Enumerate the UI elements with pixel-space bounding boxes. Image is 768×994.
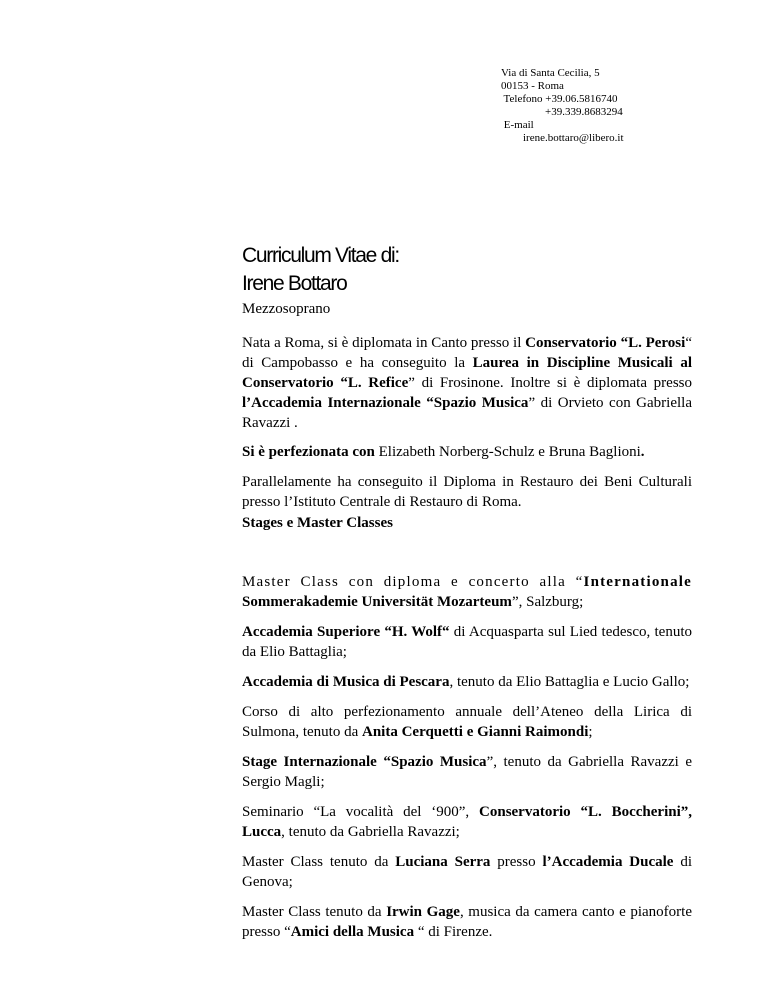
stage-item: [242, 902, 692, 942]
stage-item: [242, 852, 692, 892]
text-run: Nata a Roma, si è diplomata in Canto presso il: [242, 335, 526, 351]
text-run: di Acquasparta sul Lied tedesco, tenuto da Elio Battaglia;: [242, 624, 692, 660]
text-run: ” di Orvieto con Gabriella Ravazzi .: [242, 395, 692, 431]
text-run: Master Class con diploma e concerto alla “: [242, 574, 584, 590]
address-phone-2: +39.339.8683294: [501, 106, 623, 118]
bio-paragraph: [242, 442, 692, 462]
text-run: , musica da camera canto e pianoforte presso “: [242, 904, 692, 940]
text-run: ”, tenuto da Gabriella Ravazzi e Sergio Magli;: [242, 754, 692, 790]
bold-text-run: Sommerakademie Universität Mozarteum: [242, 594, 512, 610]
bold-text-run: Luciana Serra: [395, 854, 491, 870]
bio-section: [242, 333, 692, 522]
text-run: Elizabeth Norberg-Schulz e Bruna Baglioni: [374, 444, 641, 460]
section-heading: Stages e Master Classes: [242, 515, 393, 531]
bold-text-run: Accademia di Musica di Pescara: [242, 674, 450, 690]
text-run: ” di Frosinone. Inoltre si è diplomata presso: [408, 375, 692, 391]
address-city: 00153 - Roma: [501, 80, 564, 92]
title-line-1: Curriculum Vitae di:: [242, 244, 399, 267]
address-phone: Telefono +39.06.5816740: [501, 93, 618, 105]
text-run: Master Class tenuto da: [242, 854, 396, 870]
address-block: [501, 67, 624, 145]
stage-item: [242, 622, 692, 662]
stage-item: [242, 802, 692, 842]
bold-text-run: Laurea in Discipline Musicali al Conservatorio “L. Refice: [242, 355, 692, 391]
bold-text-run: Si è perfezionata con: [242, 444, 375, 460]
text-run: Corso di alto perfezionamento annuale dell’Ateneo della Lirica di Sulmona, tenuto da: [242, 704, 692, 740]
bold-text-run: Conservatorio “L. Boccherini”, Lucca: [242, 804, 692, 840]
bold-text-run: Irwin Gage: [386, 904, 460, 920]
bold-text-run: Accademia Superiore “H. Wolf“: [242, 624, 450, 640]
address-street: Via di Santa Cecilia, 5: [501, 67, 600, 79]
bold-text-run: Amici della Musica: [290, 924, 415, 940]
bold-text-run: .: [640, 444, 645, 460]
title-line-2: Irene Bottaro: [242, 272, 347, 295]
bold-text-run: l’Accademia Internazionale “Spazio Musica: [242, 395, 529, 411]
text-run: “ di Firenze.: [414, 924, 493, 940]
address-email: irene.bottaro@libero.it: [501, 132, 624, 144]
bio-paragraph: [242, 333, 692, 433]
stage-item: [242, 572, 692, 612]
text-run: Master Class tenuto da: [242, 904, 387, 920]
bio-paragraph: [242, 472, 692, 512]
stage-item: [242, 672, 692, 692]
page-subtitle: Mezzosoprano: [242, 301, 331, 317]
page-title: [242, 242, 399, 298]
text-run: di Genova;: [242, 854, 692, 890]
address-email-label: E-mail: [501, 119, 534, 131]
text-run: , tenuto da Gabriella Ravazzi;: [281, 824, 460, 840]
bold-text-run: Stage Internazionale “Spazio Musica: [242, 754, 487, 770]
text-run: ;: [588, 724, 593, 740]
text-run: Seminario “La vocalità del ‘900”,: [242, 804, 480, 820]
text-run: “ di Campobasso e ha conseguito la: [242, 335, 692, 371]
text-run: presso: [490, 854, 543, 870]
bold-text-run: Internationale: [583, 574, 692, 590]
stages-list: [242, 572, 692, 952]
bold-text-run: Anita Cerquetti e Gianni Raimondi: [362, 724, 589, 740]
text-run: Parallelamente ha conseguito il Diploma in Restauro dei Beni Culturali presso l’Istituto Centrale di Restauro di Roma.: [242, 474, 692, 510]
bold-text-run: l’Accademia Ducale: [542, 854, 674, 870]
bold-text-run: Conservatorio “L. Perosi: [525, 335, 686, 351]
text-run: ”, Salzburg;: [511, 594, 584, 610]
text-run: , tenuto da Elio Battaglia e Lucio Gallo;: [449, 674, 690, 690]
stage-item: [242, 752, 692, 792]
stage-item: [242, 702, 692, 742]
